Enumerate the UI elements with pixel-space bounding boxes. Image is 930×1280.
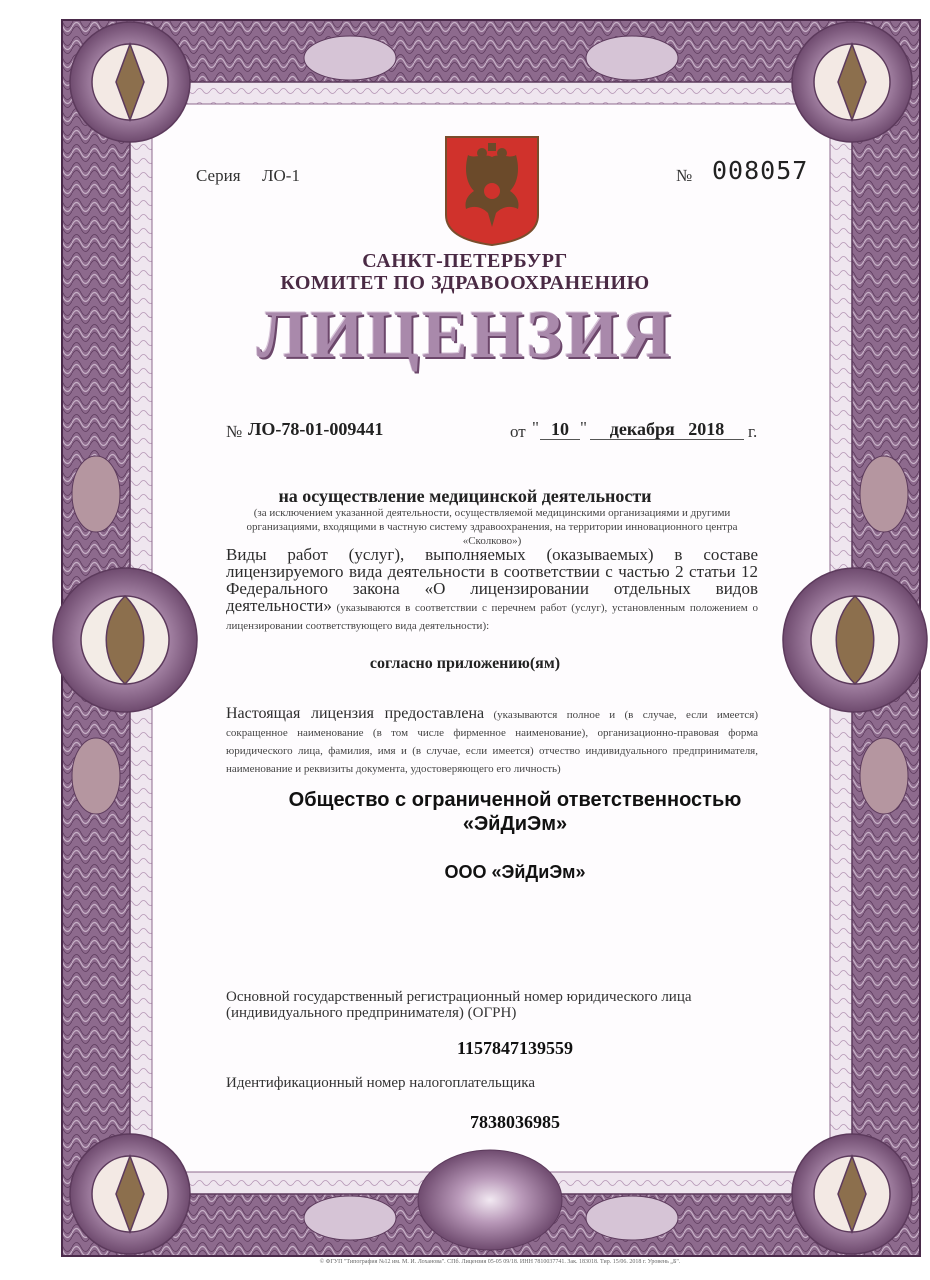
- series-label: Серия: [196, 166, 241, 185]
- issuer-committee: КОМИТЕТ ПО ЗДРАВООХРАНЕНИЮ: [280, 272, 650, 294]
- inn-label: Идентификационный номер налогоплательщика: [226, 1075, 536, 1091]
- side-rosette-right: [783, 568, 927, 712]
- date-quote-close: ": [580, 418, 587, 437]
- corner-ornament-top-right: [792, 22, 912, 142]
- license-number: ЛО-78-01-009441: [248, 419, 384, 439]
- issuer-city: САНКТ-ПЕТЕРБУРГ: [362, 250, 568, 272]
- license-month-year: декабря 2018: [590, 420, 744, 440]
- corner-ornament-bottom-left: [70, 1134, 190, 1254]
- licensee-intro: Настоящая лицензия предоставлена: [226, 705, 485, 722]
- ogrn-value: 1157847139559: [456, 1038, 573, 1058]
- corner-ornament-bottom-right: [792, 1134, 912, 1254]
- works-value: согласно приложению(ям): [369, 655, 561, 672]
- date-prefix: от: [510, 422, 526, 441]
- inn-value: 7838036985: [470, 1112, 560, 1132]
- company-full-name-line1: Общество с ограниченной ответственностью: [288, 789, 742, 811]
- form-number-sign: №: [676, 166, 693, 185]
- activity-title: на осуществление медицинской деятельности: [278, 486, 652, 506]
- works-description-note: (указываются в соответствии с перечнем работ (услуг), установленным положением о лицензировании соответствующего вида деятельности):: [226, 602, 758, 632]
- license-day: 10: [540, 420, 580, 440]
- ogrn-label: Основной государственный регистрационный номер юридического лица (индивидуального предпринимателя) (ОГРН): [226, 989, 692, 1021]
- side-rosette-left: [53, 568, 197, 712]
- corner-ornament-top-left: [70, 22, 190, 142]
- date-quote-open: ": [532, 418, 539, 437]
- russian-coat-of-arms-icon: [444, 135, 540, 247]
- company-short-name: ООО «ЭйДиЭм»: [444, 862, 586, 882]
- company-full-name-line2: «ЭйДиЭм»: [462, 813, 568, 835]
- printer-imprint: © ФГУП "Типография №12 им. М. И. Лоханова". СПб. Лицензия 05-05 09/18. ИНН 7810037741. Зак. 183018. Тир. 15/06. 2018 г. Уровень „Б".: [319, 1259, 681, 1265]
- works-description-main: Виды работ (услуг), выполняемых (оказываемых) в составе лицензируемого вида деятельности в соответствии с частью 2 статьи 12 Федерального закона «О лицензировании отдельных видов деятельности»: [226, 545, 758, 615]
- form-number: 008057: [712, 156, 809, 185]
- works-description: [226, 546, 758, 633]
- license-number-sign: №: [226, 422, 243, 441]
- licensee-intro-note: (указываются полное и (в случае, если имеется) сокращенное наименование (в том числе фирменное наименование), организационно-правовая форма юридического лица, фамилия, имя и (в случае, если имеется) отчество индивидуального предпринимателя, наименование и реквизиты документа, удостоверяющего его личность): [226, 709, 758, 775]
- licensee-description: [226, 705, 758, 778]
- document-title: ЛИЦЕНЗИЯ: [256, 296, 674, 372]
- company-full-name: [0, 788, 930, 836]
- year-suffix: г.: [748, 422, 758, 441]
- series-value: ЛО-1: [262, 166, 300, 185]
- activity-note: (за исключением указанной деятельности, осуществляемой медицинскими организациями и другими организациями, входящими в частную систему здравоохранения, на территории инновационного центра «Сколково»): [246, 507, 738, 547]
